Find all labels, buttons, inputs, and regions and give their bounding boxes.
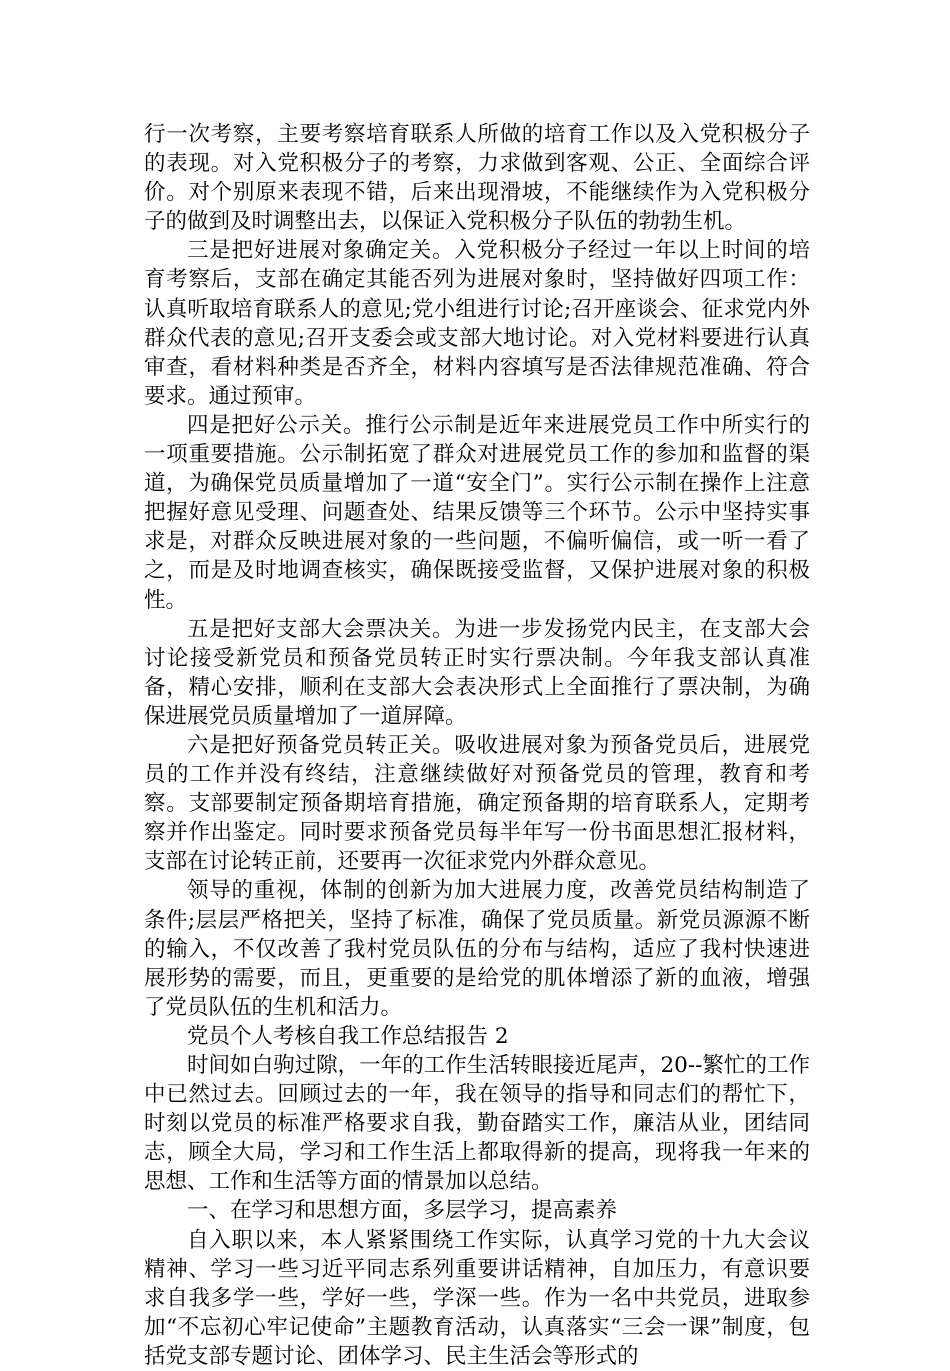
paragraph-study-details: 自入职以来，本人紧紧围绕工作实际，认真学习党的十九大会议精神、学习一些习近平同志系列重要讲话精神，自加压力，有意识要求自我多学一些，学好一些，学深一些。作为一名中共党员，进取参加“不忘初心牢记使命”主题教育活动，认真落实“三会一课”制度，包括党支部专题讨论、团体学习、民主生活会等形式的 — [144, 1227, 810, 1369]
paragraph-continued: 行一次考察，主要考察培育联系人所做的培育工作以及入党积极分子的表现。对入党积极分子的考察，力求做到客观、公正、全面综合评价。对个别原来表现不错，后来出现滑坡，不能继续作为入党积极分子的做到及时调整出去，以保证入党积极分子队伍的勃勃生机。 — [144, 122, 810, 235]
paragraph-year-review: 时间如白驹过隙，一年的工作生活转眼接近尾声，20--繁忙的工作中已然过去。回顾过去的一年，我在领导的指导和同志们的帮忙下，时刻以党员的标准严格要求自我，勤奋踏实工作，廉洁从业，团结同志，顾全大局，学习和工作生活上都取得新的提高，现将我一年来的思想、工作和生活等方面的情景加以总结。 — [144, 1053, 810, 1195]
paragraph-candidate-confirmation: 三是把好进展对象确定关。入党积极分子经过一年以上时间的培育考察后，支部在确定其能否列为进展对象时，坚持做好四项工作：认真听取培育联系人的意见;党小组进行讨论;召开座谈会、征求党内外群众代表的意见;召开支委会或支部大地讨论。对入党材料要进行认真审查，看材料种类是否齐全，材料内容填写是否法律规范准确、符合要求。通过预审。 — [144, 238, 810, 409]
section-heading-study: 一、在学习和思想方面，多层学习，提高素养 — [187, 1198, 618, 1224]
paragraph-public-notice: 四是把好公示关。推行公示制是近年来进展党员工作中所实行的一项重要措施。公示制拓宽了群众对进展党员工作的参加和监督的渠道，为确保党员质量增加了一道“安全门”。实行公示制在操作上注意把握好意见受理、问题查处、结果反馈等三个环节。公示中坚持实事求是，对群众反映进展对象的一些问题，不偏听偏信，或一听一看了之，而是及时地调查核实，确保既接受监督，又保护进展对象的积极性。 — [144, 412, 810, 613]
paragraph-probation-transfer: 六是把好预备党员转正关。吸收进展对象为预备党员后，进展党员的工作并没有终结，注意继续做好对预备党员的管理，教育和考察。支部要制定预备期培育措施，确定预备期的培育联系人，定期考察并作出鉴定。同时要求预备党员每半年写一份书面思想汇报材料，支部在讨论转正前，还要再一次征求党内外群众意见。 — [144, 732, 810, 875]
paragraph-branch-vote: 五是把好支部大会票决关。为进一步发扬党内民主，在支部大会讨论接受新党员和预备党员转正时实行票决制。今年我支部认真准备，精心安排，顺利在支部大会表决形式上全面推行了票决制，为确保进展党员质量增加了一道屏障。 — [144, 616, 810, 729]
section-title: 党员个人考核自我工作总结报告 2 — [187, 1023, 509, 1049]
document-page — [144, 120, 810, 1371]
paragraph-leadership-summary: 领导的重视，体制的创新为加大进展力度，改善党员结构制造了条件;层层严格把关，坚持了标准，确保了党员质量。新党员源源不断的输入，不仅改善了我村党员队伍的分布与结构，适应了我村快速进展形势的需要，而且，更重要的是给党的肌体增添了新的血液，增强了党员队伍的生机和活力。 — [144, 878, 810, 1020]
